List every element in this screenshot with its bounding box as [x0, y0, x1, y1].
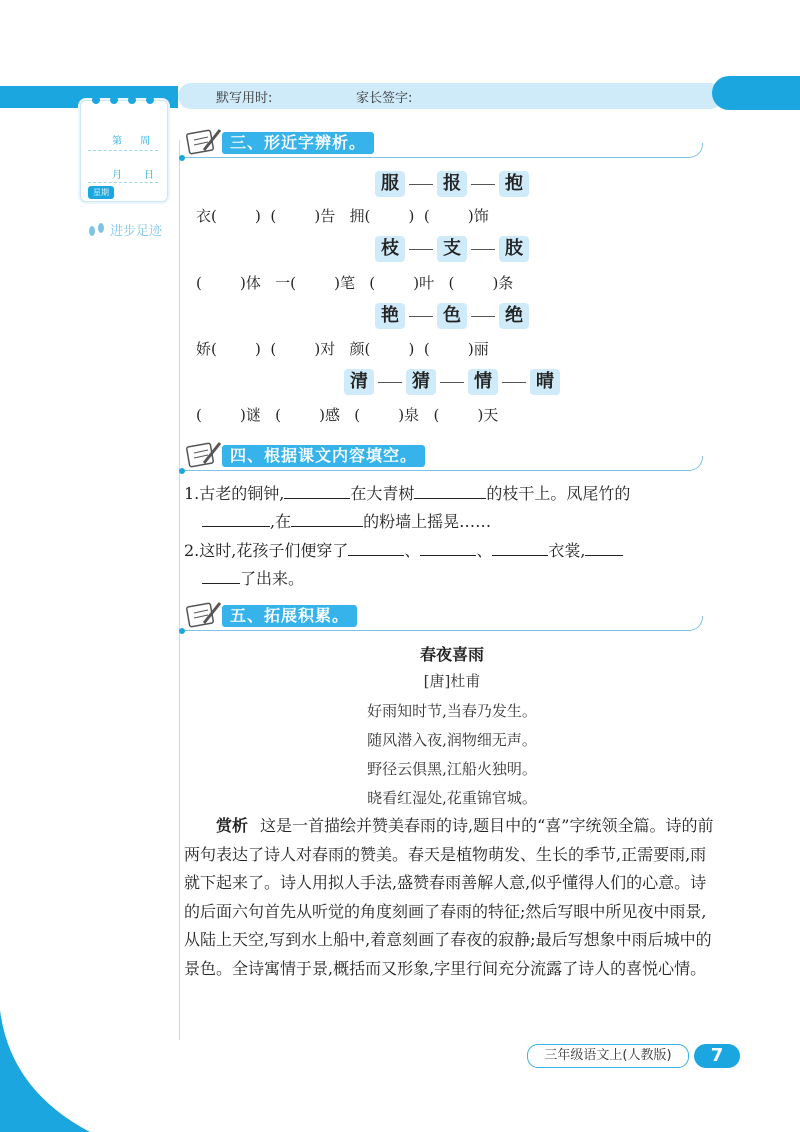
calendar-week-unit: 周: [140, 136, 150, 147]
char-dash: [409, 184, 433, 185]
char-box: 支: [437, 236, 467, 262]
poem-line: 野径云俱黑,江船火独明。: [367, 760, 537, 778]
analysis-text: 这是一首描绘并赞美春雨的诗,题目中的“喜”字统领全篇。诗的前两句表达了诗人对春雨的赞美。春天是植物萌发、生长的季节,正需要雨,雨就下起来了。诗人用拟人手法,盛赞春雨善解人意,似乎懂得人们的心意。诗的后面六句首先从听觉的角度刻画了春雨的特征;然后写眼中所见夜中雨景,从陆上天空,写到水上船中,着意刻画了春夜的寂静;最后写想象中雨后城中的景色。全诗寓情于景,概括而又形象,字里行间充分流露了诗人的喜悦心情。: [184, 816, 714, 978]
fill-q2-line2: [202, 565, 304, 593]
char-box: 抱: [499, 171, 529, 197]
top-band-right: [712, 76, 800, 110]
book-label: 三年级语文上(人教版): [527, 1044, 689, 1068]
calendar-divider: [88, 150, 158, 151]
fill-q1-line1: [184, 480, 630, 508]
fill-q1-line2: [202, 508, 491, 536]
char-box: 色: [437, 303, 467, 329]
q2-text-a: 2.这时,花孩子们便穿了: [184, 541, 349, 560]
answer-blank[interactable]: [202, 565, 240, 584]
char-box: 晴: [530, 369, 560, 395]
progress-footprints: [86, 220, 162, 239]
char-dash: [409, 316, 433, 317]
blank-row-4: ( )谜 ( )感 ( )泉 ( )天: [196, 406, 499, 424]
char-group-4: [182, 369, 722, 395]
section-4-header: [182, 441, 722, 471]
blank-row-2: ( )体 一( )笔 ( )叶 ( )条: [196, 274, 514, 292]
calendar-month-unit: 月: [112, 170, 122, 181]
answer-blank[interactable]: [348, 537, 404, 556]
char-box: 清: [344, 369, 374, 395]
fill-q2-line1: [184, 537, 623, 565]
poem-title: 春夜喜雨: [419, 645, 484, 664]
poem-line: 随风潜入夜,润物细无声。: [367, 731, 537, 749]
calendar-day-unit: 日: [144, 170, 154, 181]
q2-sep1: 、: [404, 541, 421, 560]
q2-sep2: 、: [476, 541, 493, 560]
char-box: 枝: [375, 236, 405, 262]
answer-blank[interactable]: [414, 480, 486, 499]
section-3-title: 三、形近字辨析。: [222, 132, 374, 154]
footprint-icon: [86, 221, 108, 239]
answer-blank[interactable]: [492, 537, 548, 556]
char-box: 猜: [406, 369, 436, 395]
answer-blank[interactable]: [585, 537, 623, 556]
weekday-badge: 星期: [88, 186, 114, 199]
q1-text-e: 的粉墙上摇晃……: [363, 512, 492, 531]
dictation-time-label: 默写用时:: [216, 91, 273, 106]
answer-blank[interactable]: [202, 508, 270, 527]
answer-blank[interactable]: [284, 480, 350, 499]
calendar-week-label: 第: [112, 136, 122, 147]
char-dash: [471, 184, 495, 185]
char-box: 肢: [499, 236, 529, 262]
section-5-header: [182, 601, 722, 631]
answer-blank[interactable]: [291, 508, 363, 527]
char-dash: [440, 382, 464, 383]
char-dash: [409, 249, 433, 250]
page-number: 7: [694, 1044, 740, 1068]
char-group-3: [182, 303, 722, 329]
progress-label: 进步足迹: [110, 224, 163, 239]
char-box: 绝: [499, 303, 529, 329]
binder-ring: [110, 96, 118, 104]
blank-row-1: 衣( ) ( )告 拥( ) ( )饰: [196, 207, 489, 225]
q2-text-c: 了出来。: [240, 569, 305, 588]
blank-row-3: 娇( ) ( )对 颜( ) ( )丽: [196, 340, 489, 358]
margin-line: [179, 140, 180, 1040]
poem-line: 晓看红湿处,花重锦官城。: [367, 789, 537, 807]
analysis-label: 赏析: [216, 816, 249, 835]
q1-text-c: 的枝干上。凤尾竹的: [486, 484, 631, 503]
binder-ring: [146, 96, 154, 104]
parent-sign-label: 家长签字:: [356, 91, 413, 106]
section-underline: [182, 143, 703, 158]
q1-text-a: 1.古老的铜钟,: [184, 484, 285, 503]
char-box: 艳: [375, 303, 405, 329]
char-dash: [471, 316, 495, 317]
section-3-header: [182, 128, 722, 158]
char-dash: [378, 382, 402, 383]
char-group-1: [182, 171, 722, 197]
char-box: 情: [468, 369, 498, 395]
q1-text-d: ,在: [270, 512, 292, 531]
section-4-title: 四、根据课文内容填空。: [222, 445, 425, 467]
section-dot: [179, 468, 185, 474]
char-group-2: [182, 236, 722, 262]
section-dot: [179, 628, 185, 634]
analysis-paragraph: [184, 812, 720, 983]
section-underline: [182, 616, 703, 631]
binder-ring: [92, 96, 100, 104]
char-dash: [471, 249, 495, 250]
char-box: 报: [437, 171, 467, 197]
poem-line: 好雨知时节,当春乃发生。: [367, 702, 537, 720]
corner-decoration: [0, 1010, 120, 1132]
calendar-divider: [88, 182, 158, 183]
section-underline: [182, 456, 703, 471]
poem-author: [唐]杜甫: [423, 672, 481, 690]
q2-text-b: 衣裳,: [548, 541, 586, 560]
section-5-title: 五、拓展积累。: [222, 605, 357, 627]
section-dot: [179, 155, 185, 161]
q1-text-b: 在大青树: [350, 484, 415, 503]
char-dash: [502, 382, 526, 383]
binder-ring: [128, 96, 136, 104]
answer-blank[interactable]: [420, 537, 476, 556]
char-box: 服: [375, 171, 405, 197]
